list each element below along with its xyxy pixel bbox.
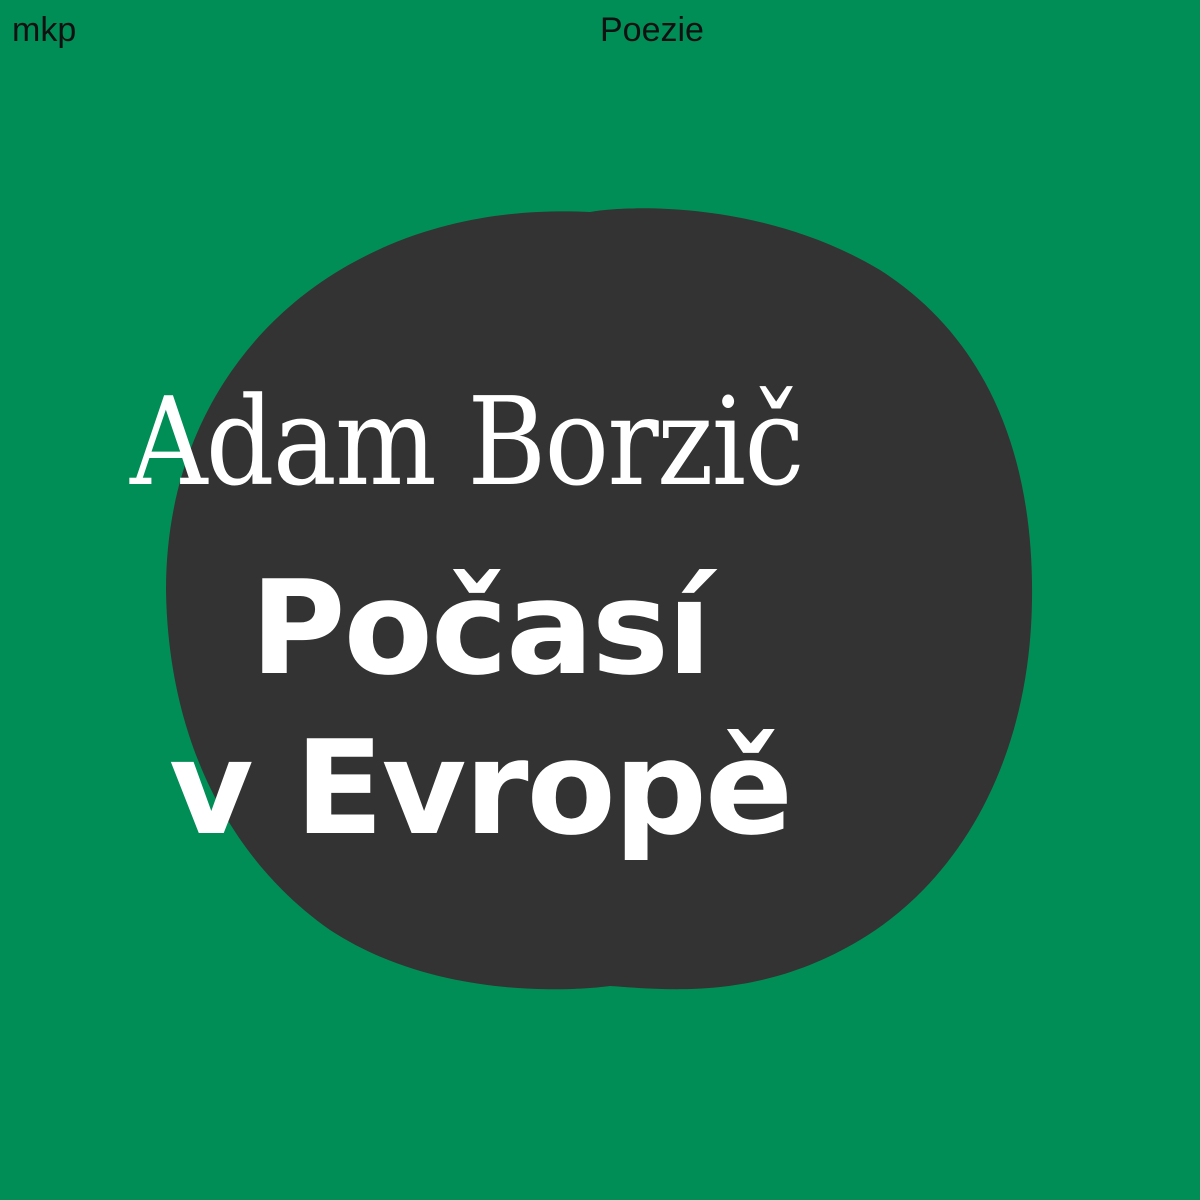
title-line-1: Počasí	[250, 552, 710, 704]
genre-label: Poezie	[600, 11, 704, 49]
author-name: Adam Borzič	[130, 371, 803, 513]
publisher-logo-text: mkp	[12, 11, 77, 49]
title-line-2: v Evropě	[168, 712, 792, 864]
book-title	[0, 548, 960, 868]
